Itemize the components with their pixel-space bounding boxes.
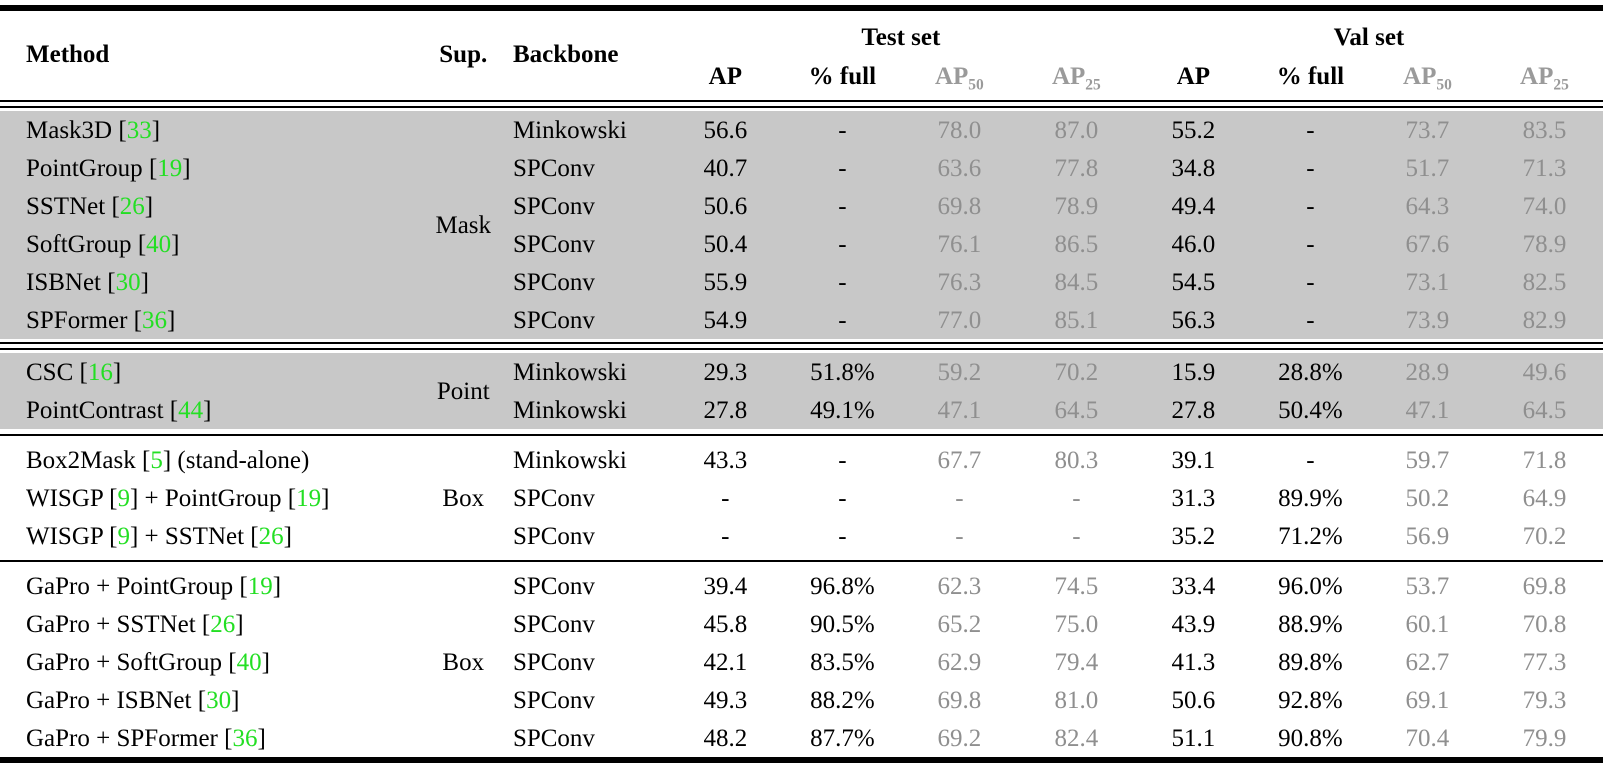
- metric-cell: 74.5: [1054, 572, 1099, 600]
- single-rule: [0, 434, 1603, 436]
- metric-cell: 70.4: [1405, 724, 1450, 752]
- metric-cell: 64.5: [1486, 391, 1603, 429]
- citation-ref: 16: [87, 358, 113, 386]
- metric-cell: 81.0: [1054, 686, 1099, 714]
- backbone-cell: SPConv: [512, 724, 595, 752]
- citation-ref: 40: [236, 648, 262, 676]
- table-row: [0, 479, 1603, 517]
- metric-cell: 96.0%: [1278, 572, 1343, 600]
- metric-cell: 78.9: [1486, 225, 1603, 263]
- group-separator-double: [0, 97, 1603, 111]
- method-cell: ISBNet [30]: [0, 263, 414, 301]
- col-header-test-ap50: $AP_{50}$: [934, 62, 984, 93]
- metric-cell: -: [784, 225, 901, 263]
- metric-cell: 69.1: [1405, 686, 1450, 714]
- metric-cell: -: [784, 187, 901, 225]
- metric-cell: -: [1072, 522, 1081, 550]
- metric-cell: 88.9%: [1278, 610, 1343, 638]
- method-cell: GaPro + ISBNet [30]: [26, 686, 240, 714]
- table-row: [0, 225, 1603, 263]
- backbone-cell: SPConv: [513, 301, 667, 339]
- metric-cell: 56.3: [1135, 301, 1252, 339]
- col-header-test-pct-full: % full: [808, 62, 877, 90]
- citation-ref: 19: [296, 484, 322, 512]
- metric-cell: -: [784, 111, 901, 149]
- table-row: [0, 441, 1603, 479]
- backbone-cell: SPConv: [512, 484, 595, 512]
- backbone-cell: Minkowski: [513, 111, 667, 149]
- metric-cell: 55.2: [1135, 111, 1252, 149]
- citation-ref: 33: [126, 116, 152, 144]
- metric-cell: 77.0: [901, 301, 1018, 339]
- method-cell: GaPro + SSTNet [26]: [26, 610, 244, 638]
- citation-ref: 36: [232, 724, 258, 752]
- metric-cell: 90.8%: [1278, 724, 1343, 752]
- metric-cell: 76.3: [901, 263, 1018, 301]
- metric-cell: 63.6: [901, 149, 1018, 187]
- single-rule: [0, 560, 1603, 562]
- metric-cell: 51.7: [1369, 149, 1486, 187]
- method-cell: Box2Mask [5] (stand-alone): [26, 446, 310, 474]
- metric-cell: 71.3: [1486, 149, 1603, 187]
- metric-cell: -: [838, 446, 847, 474]
- citation-ref: 26: [258, 522, 284, 550]
- metric-cell: 71.8: [1522, 446, 1567, 474]
- metric-cell: 27.8: [1135, 391, 1252, 429]
- metric-cell: -: [955, 484, 964, 512]
- backbone-cell: SPConv: [513, 187, 667, 225]
- metric-cell: 79.4: [1054, 648, 1099, 676]
- col-header-supervision: Sup.: [439, 40, 488, 68]
- metric-cell: 71.2%: [1278, 522, 1343, 550]
- metric-cell: 64.9: [1522, 484, 1567, 512]
- metric-cell: 45.8: [703, 610, 748, 638]
- metric-cell: 50.4: [667, 225, 784, 263]
- metric-cell: -: [784, 263, 901, 301]
- col-header-val-ap25: $AP_{25}$: [1520, 62, 1569, 93]
- metric-cell: 47.1: [1369, 391, 1486, 429]
- table-row: [0, 391, 1603, 429]
- backbone-cell: SPConv: [512, 686, 595, 714]
- metric-cell: 73.1: [1369, 263, 1486, 301]
- metric-cell: 96.8%: [810, 572, 875, 600]
- table-row: [0, 263, 1603, 301]
- metric-cell: 34.8: [1135, 149, 1252, 187]
- metric-cell: -: [721, 522, 730, 550]
- supervision-cell: Box: [442, 648, 485, 676]
- metric-cell: -: [955, 522, 964, 550]
- citation-ref: 9: [117, 522, 130, 550]
- metric-cell: 87.0: [1018, 111, 1135, 149]
- metric-cell: 39.4: [703, 572, 748, 600]
- metric-cell: 64.5: [1018, 391, 1135, 429]
- metric-cell: 53.7: [1405, 572, 1450, 600]
- table-row: [0, 567, 1603, 605]
- backbone-cell: SPConv: [513, 149, 667, 187]
- metric-cell: -: [838, 522, 847, 550]
- backbone-cell: SPConv: [513, 263, 667, 301]
- table-row: [0, 149, 1603, 187]
- metric-cell: -: [1252, 225, 1369, 263]
- metric-cell: -: [784, 149, 901, 187]
- metric-cell: 56.9: [1405, 522, 1450, 550]
- citation-ref: 30: [206, 686, 232, 714]
- group-separator-single: [0, 555, 1603, 567]
- method-cell: Mask3D [33]: [0, 111, 414, 149]
- metric-cell: 69.2: [937, 724, 982, 752]
- citation-ref: 26: [119, 192, 145, 220]
- results-table: [0, 5, 1603, 763]
- table-row: [0, 643, 1603, 681]
- metric-cell: 64.3: [1369, 187, 1486, 225]
- metric-cell: 31.3: [1171, 484, 1216, 512]
- citation-ref: 19: [247, 572, 273, 600]
- metric-cell: 35.2: [1171, 522, 1216, 550]
- metric-cell: 80.3: [1054, 446, 1099, 474]
- metric-cell: 51.8%: [784, 353, 901, 391]
- metric-cell: -: [1306, 446, 1315, 474]
- metric-cell: 28.8%: [1252, 353, 1369, 391]
- col-header-method: Method: [26, 40, 110, 68]
- metric-cell: 78.0: [901, 111, 1018, 149]
- metric-cell: -: [721, 484, 730, 512]
- metric-cell: 89.8%: [1278, 648, 1343, 676]
- metric-cell: 43.3: [703, 446, 748, 474]
- metric-cell: 92.8%: [1278, 686, 1343, 714]
- metric-cell: 90.5%: [810, 610, 875, 638]
- double-rule: [0, 342, 1603, 350]
- metric-cell: 85.1: [1018, 301, 1135, 339]
- metric-cell: 67.7: [937, 446, 982, 474]
- method-cell: SSTNet [26]: [0, 187, 414, 225]
- metric-cell: 82.4: [1054, 724, 1099, 752]
- method-cell: WISGP [9] + SSTNet [26]: [26, 522, 292, 550]
- citation-ref: 40: [146, 230, 172, 258]
- table-row: [0, 301, 1603, 339]
- citation-ref: 19: [157, 154, 183, 182]
- supervision-cell: Box: [442, 484, 485, 512]
- col-header-val-ap: AP: [1176, 62, 1211, 90]
- metric-cell: 77.8: [1018, 149, 1135, 187]
- citation-ref: 36: [141, 306, 167, 334]
- metric-cell: 27.8: [667, 391, 784, 429]
- metric-cell: -: [838, 484, 847, 512]
- metric-cell: -: [1072, 484, 1081, 512]
- metric-cell: 62.9: [937, 648, 982, 676]
- metric-cell: 82.9: [1486, 301, 1603, 339]
- metric-cell: 55.9: [667, 263, 784, 301]
- table-row: [0, 719, 1603, 760]
- metric-cell: 33.4: [1171, 572, 1216, 600]
- metric-cell: 43.9: [1171, 610, 1216, 638]
- method-cell: PointContrast [44]: [0, 391, 414, 429]
- metric-cell: 88.2%: [810, 686, 875, 714]
- metric-cell: 47.1: [901, 391, 1018, 429]
- metric-cell: 84.5: [1018, 263, 1135, 301]
- group-separator-double: [0, 339, 1603, 353]
- metric-cell: 74.0: [1486, 187, 1603, 225]
- metric-cell: 49.4: [1135, 187, 1252, 225]
- citation-ref: 30: [115, 268, 141, 296]
- metric-cell: 87.7%: [810, 724, 875, 752]
- metric-cell: 83.5%: [810, 648, 875, 676]
- supervision-cell: Mask: [414, 111, 513, 339]
- table-row: [0, 517, 1603, 555]
- metric-cell: 73.9: [1369, 301, 1486, 339]
- backbone-cell: SPConv: [512, 572, 595, 600]
- method-cell: WISGP [9] + PointGroup [19]: [26, 484, 330, 512]
- col-group-test-set: Test set: [861, 23, 941, 51]
- metric-cell: 70.8: [1522, 610, 1567, 638]
- metric-cell: 65.2: [937, 610, 982, 638]
- table-row: [0, 353, 1603, 391]
- metric-cell: 51.1: [1171, 724, 1216, 752]
- metric-cell: 89.9%: [1278, 484, 1343, 512]
- citation-ref: 44: [178, 396, 204, 424]
- metric-cell: 67.6: [1369, 225, 1486, 263]
- metric-cell: 79.9: [1522, 724, 1567, 752]
- metric-cell: 60.1: [1405, 610, 1450, 638]
- backbone-cell: SPConv: [513, 225, 667, 263]
- backbone-cell: SPConv: [512, 522, 595, 550]
- table-row: [0, 187, 1603, 225]
- backbone-cell: Minkowski: [512, 446, 627, 474]
- metric-cell: 54.5: [1135, 263, 1252, 301]
- metric-cell: 77.3: [1522, 648, 1567, 676]
- method-cell: SoftGroup [40]: [0, 225, 414, 263]
- backbone-cell: Minkowski: [513, 391, 667, 429]
- metric-cell: 40.7: [667, 149, 784, 187]
- method-cell: CSC [16]: [0, 353, 414, 391]
- metric-cell: 73.7: [1369, 111, 1486, 149]
- header-row-groups: [0, 8, 1603, 55]
- metric-cell: 59.2: [901, 353, 1018, 391]
- metric-cell: 46.0: [1135, 225, 1252, 263]
- metric-cell: -: [1252, 263, 1369, 301]
- method-cell: SPFormer [36]: [0, 301, 414, 339]
- metric-cell: 70.2: [1522, 522, 1567, 550]
- col-header-val-ap50: $AP_{50}$: [1403, 62, 1452, 93]
- citation-ref: 9: [117, 484, 130, 512]
- backbone-cell: Minkowski: [513, 353, 667, 391]
- metric-cell: -: [1252, 149, 1369, 187]
- col-header-test-ap: AP: [708, 62, 742, 90]
- metric-cell: 69.8: [937, 686, 982, 714]
- table-row: [0, 111, 1603, 149]
- metric-cell: 69.8: [901, 187, 1018, 225]
- table-row: [0, 605, 1603, 643]
- supervision-cell: Point: [414, 353, 513, 429]
- metric-cell: 50.6: [1171, 686, 1216, 714]
- metric-cell: 78.9: [1018, 187, 1135, 225]
- method-cell: GaPro + SoftGroup [40]: [26, 648, 270, 676]
- metric-cell: 39.1: [1171, 446, 1216, 474]
- backbone-cell: SPConv: [512, 648, 595, 676]
- table-header: [0, 8, 1603, 97]
- metric-cell: 42.1: [703, 648, 748, 676]
- metric-cell: 29.3: [667, 353, 784, 391]
- metric-cell: 76.1: [901, 225, 1018, 263]
- citation-ref: 5: [150, 446, 163, 474]
- metric-cell: 15.9: [1135, 353, 1252, 391]
- method-cell: GaPro + PointGroup [19]: [26, 572, 282, 600]
- metric-cell: 86.5: [1018, 225, 1135, 263]
- table-body: [0, 97, 1603, 760]
- metric-cell: 62.7: [1405, 648, 1450, 676]
- metric-cell: 48.2: [703, 724, 748, 752]
- metric-cell: -: [784, 301, 901, 339]
- col-group-val-set: Val set: [1333, 23, 1405, 51]
- metric-cell: -: [1252, 187, 1369, 225]
- metric-cell: 79.3: [1522, 686, 1567, 714]
- metric-cell: 82.5: [1486, 263, 1603, 301]
- citation-ref: 26: [210, 610, 236, 638]
- metric-cell: 28.9: [1369, 353, 1486, 391]
- metric-cell: 75.0: [1054, 610, 1099, 638]
- metric-cell: 41.3: [1171, 648, 1216, 676]
- method-cell: GaPro + SPFormer [36]: [26, 724, 266, 752]
- table-row: [0, 681, 1603, 719]
- metric-cell: 56.6: [667, 111, 784, 149]
- col-header-backbone: Backbone: [512, 40, 619, 68]
- metric-cell: 62.3: [937, 572, 982, 600]
- double-rule: [0, 100, 1603, 108]
- metric-cell: 69.8: [1522, 572, 1567, 600]
- col-header-val-pct-full: % full: [1276, 62, 1345, 90]
- metric-cell: 50.2: [1405, 484, 1450, 512]
- backbone-cell: SPConv: [512, 610, 595, 638]
- metric-cell: 70.2: [1018, 353, 1135, 391]
- metric-cell: -: [1252, 111, 1369, 149]
- metric-cell: 49.6: [1486, 353, 1603, 391]
- metric-cell: 50.4%: [1252, 391, 1369, 429]
- group-separator-single: [0, 429, 1603, 441]
- metric-cell: 49.3: [703, 686, 748, 714]
- metric-cell: 54.9: [667, 301, 784, 339]
- metric-cell: 50.6: [667, 187, 784, 225]
- metric-cell: 49.1%: [784, 391, 901, 429]
- method-cell: PointGroup [19]: [0, 149, 414, 187]
- metric-cell: 83.5: [1486, 111, 1603, 149]
- metric-cell: 59.7: [1405, 446, 1450, 474]
- col-header-test-ap25: $AP_{25}$: [1051, 62, 1101, 93]
- metric-cell: -: [1252, 301, 1369, 339]
